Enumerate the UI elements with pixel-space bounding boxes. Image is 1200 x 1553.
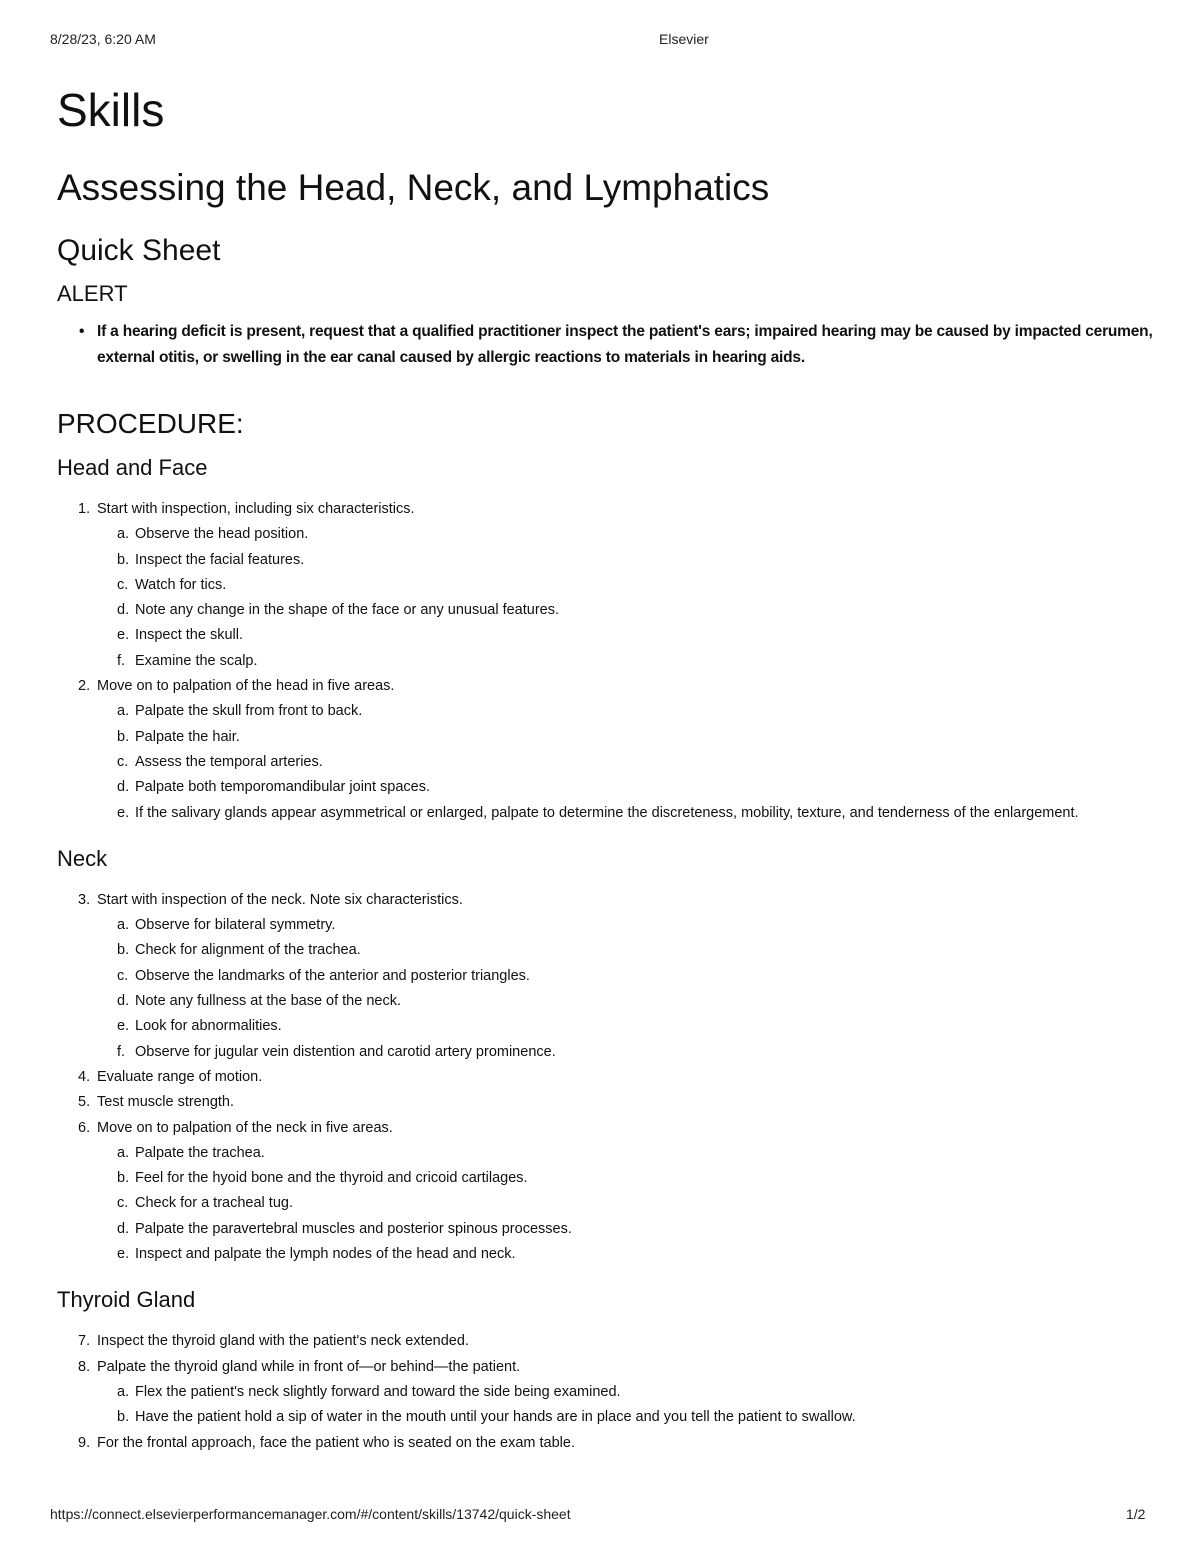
substep-item bbox=[57, 623, 1157, 648]
substep-text: Assess the temporal arteries. bbox=[135, 753, 323, 770]
substep-text: Check for a tracheal tug. bbox=[135, 1195, 293, 1212]
print-page-title: Elsevier bbox=[659, 31, 709, 47]
step-item bbox=[57, 1355, 1157, 1380]
procedure-title: PROCEDURE: bbox=[57, 408, 244, 439]
substep-item bbox=[57, 913, 1157, 938]
substep-text: Palpate the hair. bbox=[135, 728, 240, 745]
quick-sheet-title: Quick Sheet bbox=[57, 234, 221, 267]
substep-item bbox=[57, 522, 1157, 547]
substep-text: Palpate the paravertebral muscles and posterior spinous processes. bbox=[135, 1220, 572, 1237]
substep-list bbox=[57, 1380, 1157, 1431]
step-number: 4. bbox=[78, 1068, 91, 1085]
substep-text: Examine the scalp. bbox=[135, 652, 258, 669]
substep-text: Flex the patient's neck slightly forward and toward the side being examined. bbox=[135, 1383, 621, 1400]
substep-letter: a. bbox=[117, 917, 130, 934]
step-number: 6. bbox=[78, 1119, 91, 1136]
substep-letter: f. bbox=[117, 652, 126, 669]
section-title: Head and Face bbox=[57, 455, 208, 480]
substep-letter: b. bbox=[117, 728, 130, 745]
step-list bbox=[57, 888, 1157, 1267]
step-number: 8. bbox=[78, 1358, 91, 1375]
section-title: Thyroid Gland bbox=[57, 1287, 196, 1313]
substep-text: Feel for the hyoid bone and the thyroid and cricoid cartilages. bbox=[135, 1170, 528, 1187]
substep-list bbox=[57, 522, 1157, 674]
substep-letter: d. bbox=[117, 993, 130, 1010]
substep-text: Note any fullness at the base of the neck. bbox=[135, 993, 401, 1010]
step-number: 9. bbox=[78, 1434, 91, 1451]
substep-text: Check for alignment of the trachea. bbox=[135, 942, 361, 959]
substep-list bbox=[57, 1141, 1157, 1267]
step-text: For the frontal approach, face the patient who is seated on the exam table. bbox=[97, 1434, 575, 1451]
substep-letter: b. bbox=[117, 942, 130, 959]
substep-item bbox=[57, 1191, 1157, 1216]
step-text: Move on to palpation of the neck in five areas. bbox=[97, 1119, 393, 1136]
substep-text: Palpate the skull from front to back. bbox=[135, 703, 363, 720]
step-item bbox=[57, 674, 1157, 699]
step-item bbox=[57, 1431, 1157, 1456]
step-number: 7. bbox=[78, 1333, 91, 1350]
substep-letter: a. bbox=[117, 703, 130, 720]
substep-item bbox=[57, 989, 1157, 1014]
substep-text: Palpate both temporomandibular joint spaces. bbox=[135, 779, 431, 796]
substep-letter: e. bbox=[117, 1018, 130, 1035]
step-text: Start with inspection of the neck. Note six characteristics. bbox=[97, 891, 463, 908]
step-text: Palpate the thyroid gland while in front of—or behind—the patient. bbox=[97, 1358, 521, 1375]
substep-item bbox=[57, 725, 1157, 750]
step-item bbox=[57, 497, 1157, 522]
substep-item bbox=[57, 1040, 1157, 1065]
substep-item bbox=[57, 1141, 1157, 1166]
substep-text: Observe the landmarks of the anterior and posterior triangles. bbox=[135, 967, 530, 984]
print-page-number: 1/2 bbox=[1126, 1506, 1146, 1522]
procedure-sections bbox=[57, 453, 1157, 1456]
step-number: 2. bbox=[78, 678, 91, 695]
substep-text: Palpate the trachea. bbox=[135, 1144, 265, 1161]
substep-letter: c. bbox=[117, 1195, 129, 1212]
substep-text: Inspect the facial features. bbox=[135, 551, 305, 568]
substep-item bbox=[57, 598, 1157, 623]
doc-subtitle: Assessing the Head, Neck, and Lymphatics bbox=[57, 167, 770, 208]
substep-item bbox=[57, 1242, 1157, 1267]
substep-letter: a. bbox=[117, 1144, 130, 1161]
substep-letter: e. bbox=[117, 1246, 130, 1263]
substep-text: Observe for jugular vein distention and carotid artery prominence. bbox=[135, 1043, 556, 1060]
substep-item bbox=[57, 573, 1157, 598]
substep-item bbox=[57, 1014, 1157, 1039]
step-list bbox=[57, 1329, 1157, 1455]
step-text: Move on to palpation of the head in five areas. bbox=[97, 678, 395, 695]
substep-text: Look for abnormalities. bbox=[135, 1018, 282, 1035]
substep-item bbox=[57, 964, 1157, 989]
substep-letter: a. bbox=[117, 1383, 130, 1400]
substep-text: Inspect the skull. bbox=[135, 627, 243, 644]
substep-letter: b. bbox=[117, 551, 130, 568]
step-item bbox=[57, 888, 1157, 913]
substep-text: Note any change in the shape of the face or any unusual features. bbox=[135, 602, 560, 619]
print-url: https://connect.elsevierperformancemanager.com/#/content/skills/13742/quick-sheet bbox=[50, 1506, 571, 1522]
step-number: 3. bbox=[78, 891, 91, 908]
substep-letter: d. bbox=[117, 779, 130, 796]
substep-text: Have the patient hold a sip of water in the mouth until your hands are in place and you tell the patient to swallow. bbox=[135, 1409, 856, 1426]
document-body bbox=[57, 82, 1157, 1456]
step-number: 1. bbox=[78, 501, 91, 517]
alert-item: • If a hearing deficit is present, request that a qualified practitioner inspect the patient's ears; impaired hearing may be caused by impacted cerumen, external otitis, or swelling in the ear canal caused by allergic reactions to materials in hearing aids. bbox=[57, 319, 1157, 371]
substep-item bbox=[57, 1217, 1157, 1242]
step-item bbox=[57, 1116, 1157, 1141]
substep-letter: f. bbox=[117, 1043, 126, 1060]
alert-list bbox=[57, 319, 1157, 371]
step-text: Evaluate range of motion. bbox=[97, 1068, 263, 1085]
substep-item bbox=[57, 1380, 1157, 1405]
doc-title: Skills bbox=[57, 84, 165, 136]
section-title: Neck bbox=[57, 845, 108, 871]
step-text: Test muscle strength. bbox=[97, 1094, 234, 1111]
substep-item bbox=[57, 699, 1157, 724]
substep-letter: c. bbox=[117, 576, 129, 593]
substep-list bbox=[57, 913, 1157, 1065]
substep-item bbox=[57, 649, 1157, 674]
substep-item bbox=[57, 750, 1157, 775]
substep-letter: d. bbox=[117, 602, 130, 619]
substep-letter: c. bbox=[117, 753, 129, 770]
substep-letter: e. bbox=[117, 627, 130, 644]
substep-item bbox=[57, 938, 1157, 963]
step-text: Inspect the thyroid gland with the patient's neck extended. bbox=[97, 1333, 469, 1350]
step-item bbox=[57, 1065, 1157, 1090]
substep-letter: c. bbox=[117, 967, 129, 984]
substep-letter: d. bbox=[117, 1220, 130, 1237]
substep-text: Watch for tics. bbox=[135, 576, 227, 593]
print-date: 8/28/23, 6:20 AM bbox=[50, 31, 156, 47]
substep-item bbox=[57, 1166, 1157, 1191]
substep-text: Inspect and palpate the lymph nodes of the head and neck. bbox=[135, 1246, 516, 1263]
substep-letter: b. bbox=[117, 1170, 130, 1187]
step-item bbox=[57, 1329, 1157, 1354]
substep-item bbox=[57, 775, 1157, 800]
substep-letter: e. bbox=[117, 804, 130, 821]
substep-list bbox=[57, 699, 1157, 825]
substep-text: If the salivary glands appear asymmetrical or enlarged, palpate to determine the discreteness, mobility, texture, and tenderness of the enlargement. bbox=[135, 804, 1079, 821]
substep-letter: b. bbox=[117, 1409, 130, 1426]
substep-item bbox=[57, 801, 1157, 826]
step-item bbox=[57, 1090, 1157, 1115]
step-number: 5. bbox=[78, 1094, 91, 1111]
alert-label: ALERT bbox=[57, 281, 128, 306]
substep-item bbox=[57, 1405, 1157, 1430]
step-list bbox=[57, 497, 1157, 826]
substep-item bbox=[57, 548, 1157, 573]
step-text: Start with inspection, including six characteristics. bbox=[97, 501, 415, 517]
substep-text: Observe the head position. bbox=[135, 526, 309, 543]
substep-letter: a. bbox=[117, 526, 130, 543]
substep-text: Observe for bilateral symmetry. bbox=[135, 917, 336, 934]
